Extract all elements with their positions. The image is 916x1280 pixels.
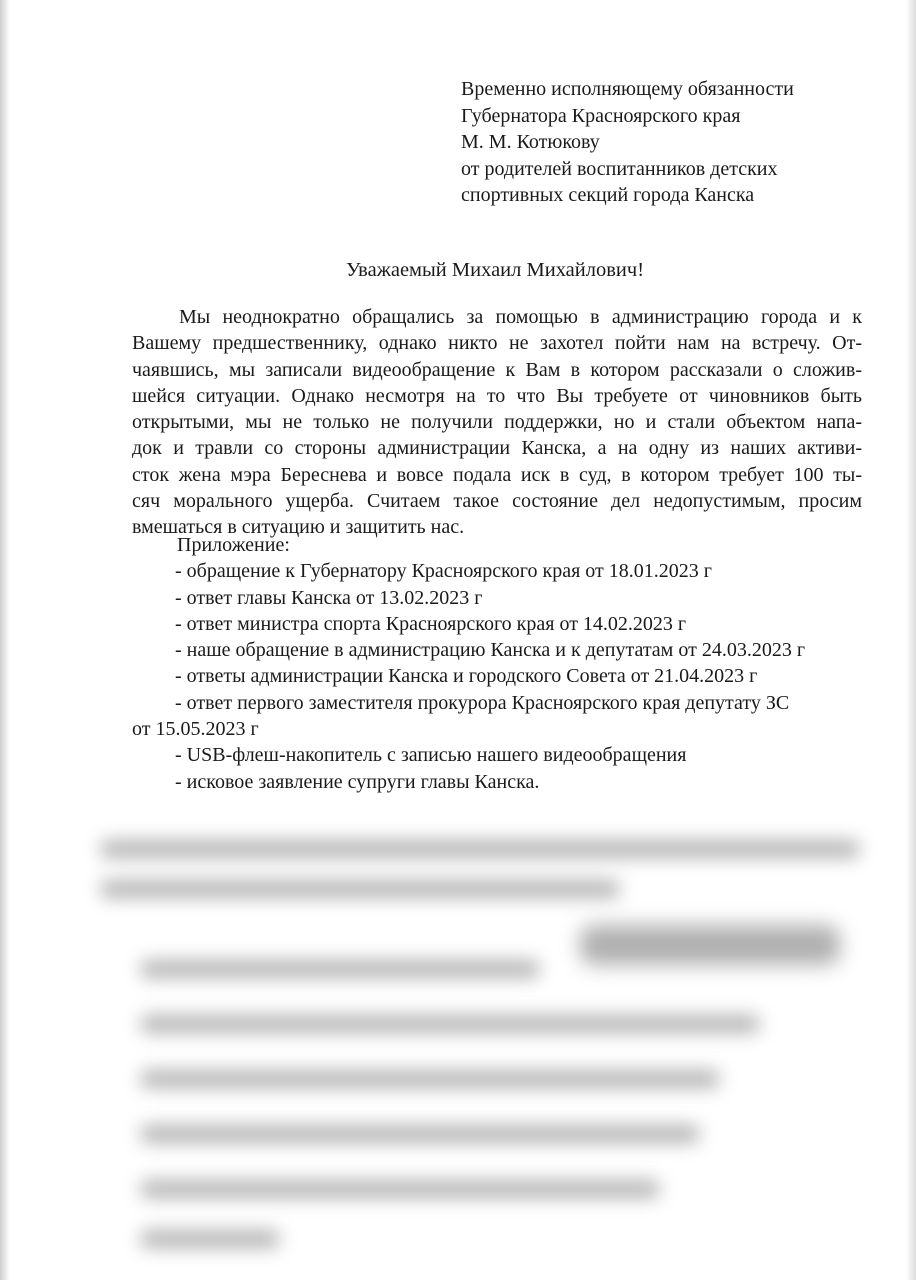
body-line: сток жена мэра Береснева и вовсе подала иск в суд, в котором требует 100 ты- xyxy=(132,463,862,486)
attachment-item: - наше обращение в администрацию Канска и к депутатам от 24.03.2023 г xyxy=(175,639,806,662)
addressee-line: от родителей воспитанников детских xyxy=(461,157,778,180)
body-line: Мы неоднократно обращались за помощью в администрацию города и к xyxy=(179,306,862,328)
letter-body xyxy=(132,304,862,541)
body-line: чаявшись, мы записали видеообращение к Вам в котором рассказали о сложив- xyxy=(132,358,862,381)
attachment-item: - ответ первого заместителя прокурора Красноярского края депутату ЗС xyxy=(175,691,790,714)
addressee-block xyxy=(461,76,891,209)
attachments-list xyxy=(132,532,862,795)
attachment-item: - ответ главы Канска от 13.02.2023 г xyxy=(175,586,483,609)
attachment-item: - обращение к Губернатору Красноярского края от 18.01.2023 г xyxy=(175,560,712,583)
attachment-item-continuation: от 15.05.2023 г xyxy=(132,718,259,741)
page-edge-shadow-right xyxy=(906,0,916,1280)
blurred-text-line xyxy=(100,840,860,858)
body-line: вмешаться в ситуацию и защитить нас. xyxy=(132,516,465,539)
attachment-item: - ответы администрации Канска и городского Совета от 21.04.2023 г xyxy=(175,665,758,688)
blurred-text-line xyxy=(140,960,540,978)
body-line: открытыми, мы не только не получили поддержки, но и стали объектом напа- xyxy=(132,411,862,434)
body-line: шейся ситуации. Однако несмотря на то что Вы требуете от чиновников быть xyxy=(132,384,862,407)
blurred-text-line xyxy=(100,880,620,898)
addressee-line: спортивных секций города Канска xyxy=(461,184,755,206)
addressee-line: М. М. Котюкову xyxy=(461,131,600,153)
addressee-line: Временно исполняющему обязанности xyxy=(461,78,794,100)
blurred-text-line xyxy=(140,1070,720,1088)
blurred-text-line xyxy=(140,1180,660,1198)
body-line: док и травли со стороны администрации Канска, а на одну из наших активи- xyxy=(132,437,862,460)
attachments-heading: Приложение: xyxy=(177,534,290,556)
blurred-text-line xyxy=(140,1125,700,1143)
blurred-text-line xyxy=(140,1230,280,1248)
attachment-item: - USB-флеш-накопитель с записью нашего видеообращения xyxy=(175,744,687,767)
attachment-item: - ответ министра спорта Красноярского края от 14.02.2023 г xyxy=(175,612,687,635)
body-line: сяч морального ущерба. Считаем такое состояние дел недопустимым, просим xyxy=(132,490,862,513)
body-line: Вашему предшественнику, однако никто не захотел пойти нам на встречу. От- xyxy=(132,332,862,355)
page-edge-shadow-left xyxy=(0,0,10,1280)
salutation: Уважаемый Михаил Михайлович! xyxy=(345,259,645,281)
blurred-text-line xyxy=(140,1015,760,1033)
blurred-redacted-region xyxy=(80,810,880,1270)
blurred-signature xyxy=(580,925,840,965)
attachment-item: - исковое заявление супруги главы Канска. xyxy=(175,770,540,793)
addressee-line: Губернатора Красноярского края xyxy=(461,104,741,127)
